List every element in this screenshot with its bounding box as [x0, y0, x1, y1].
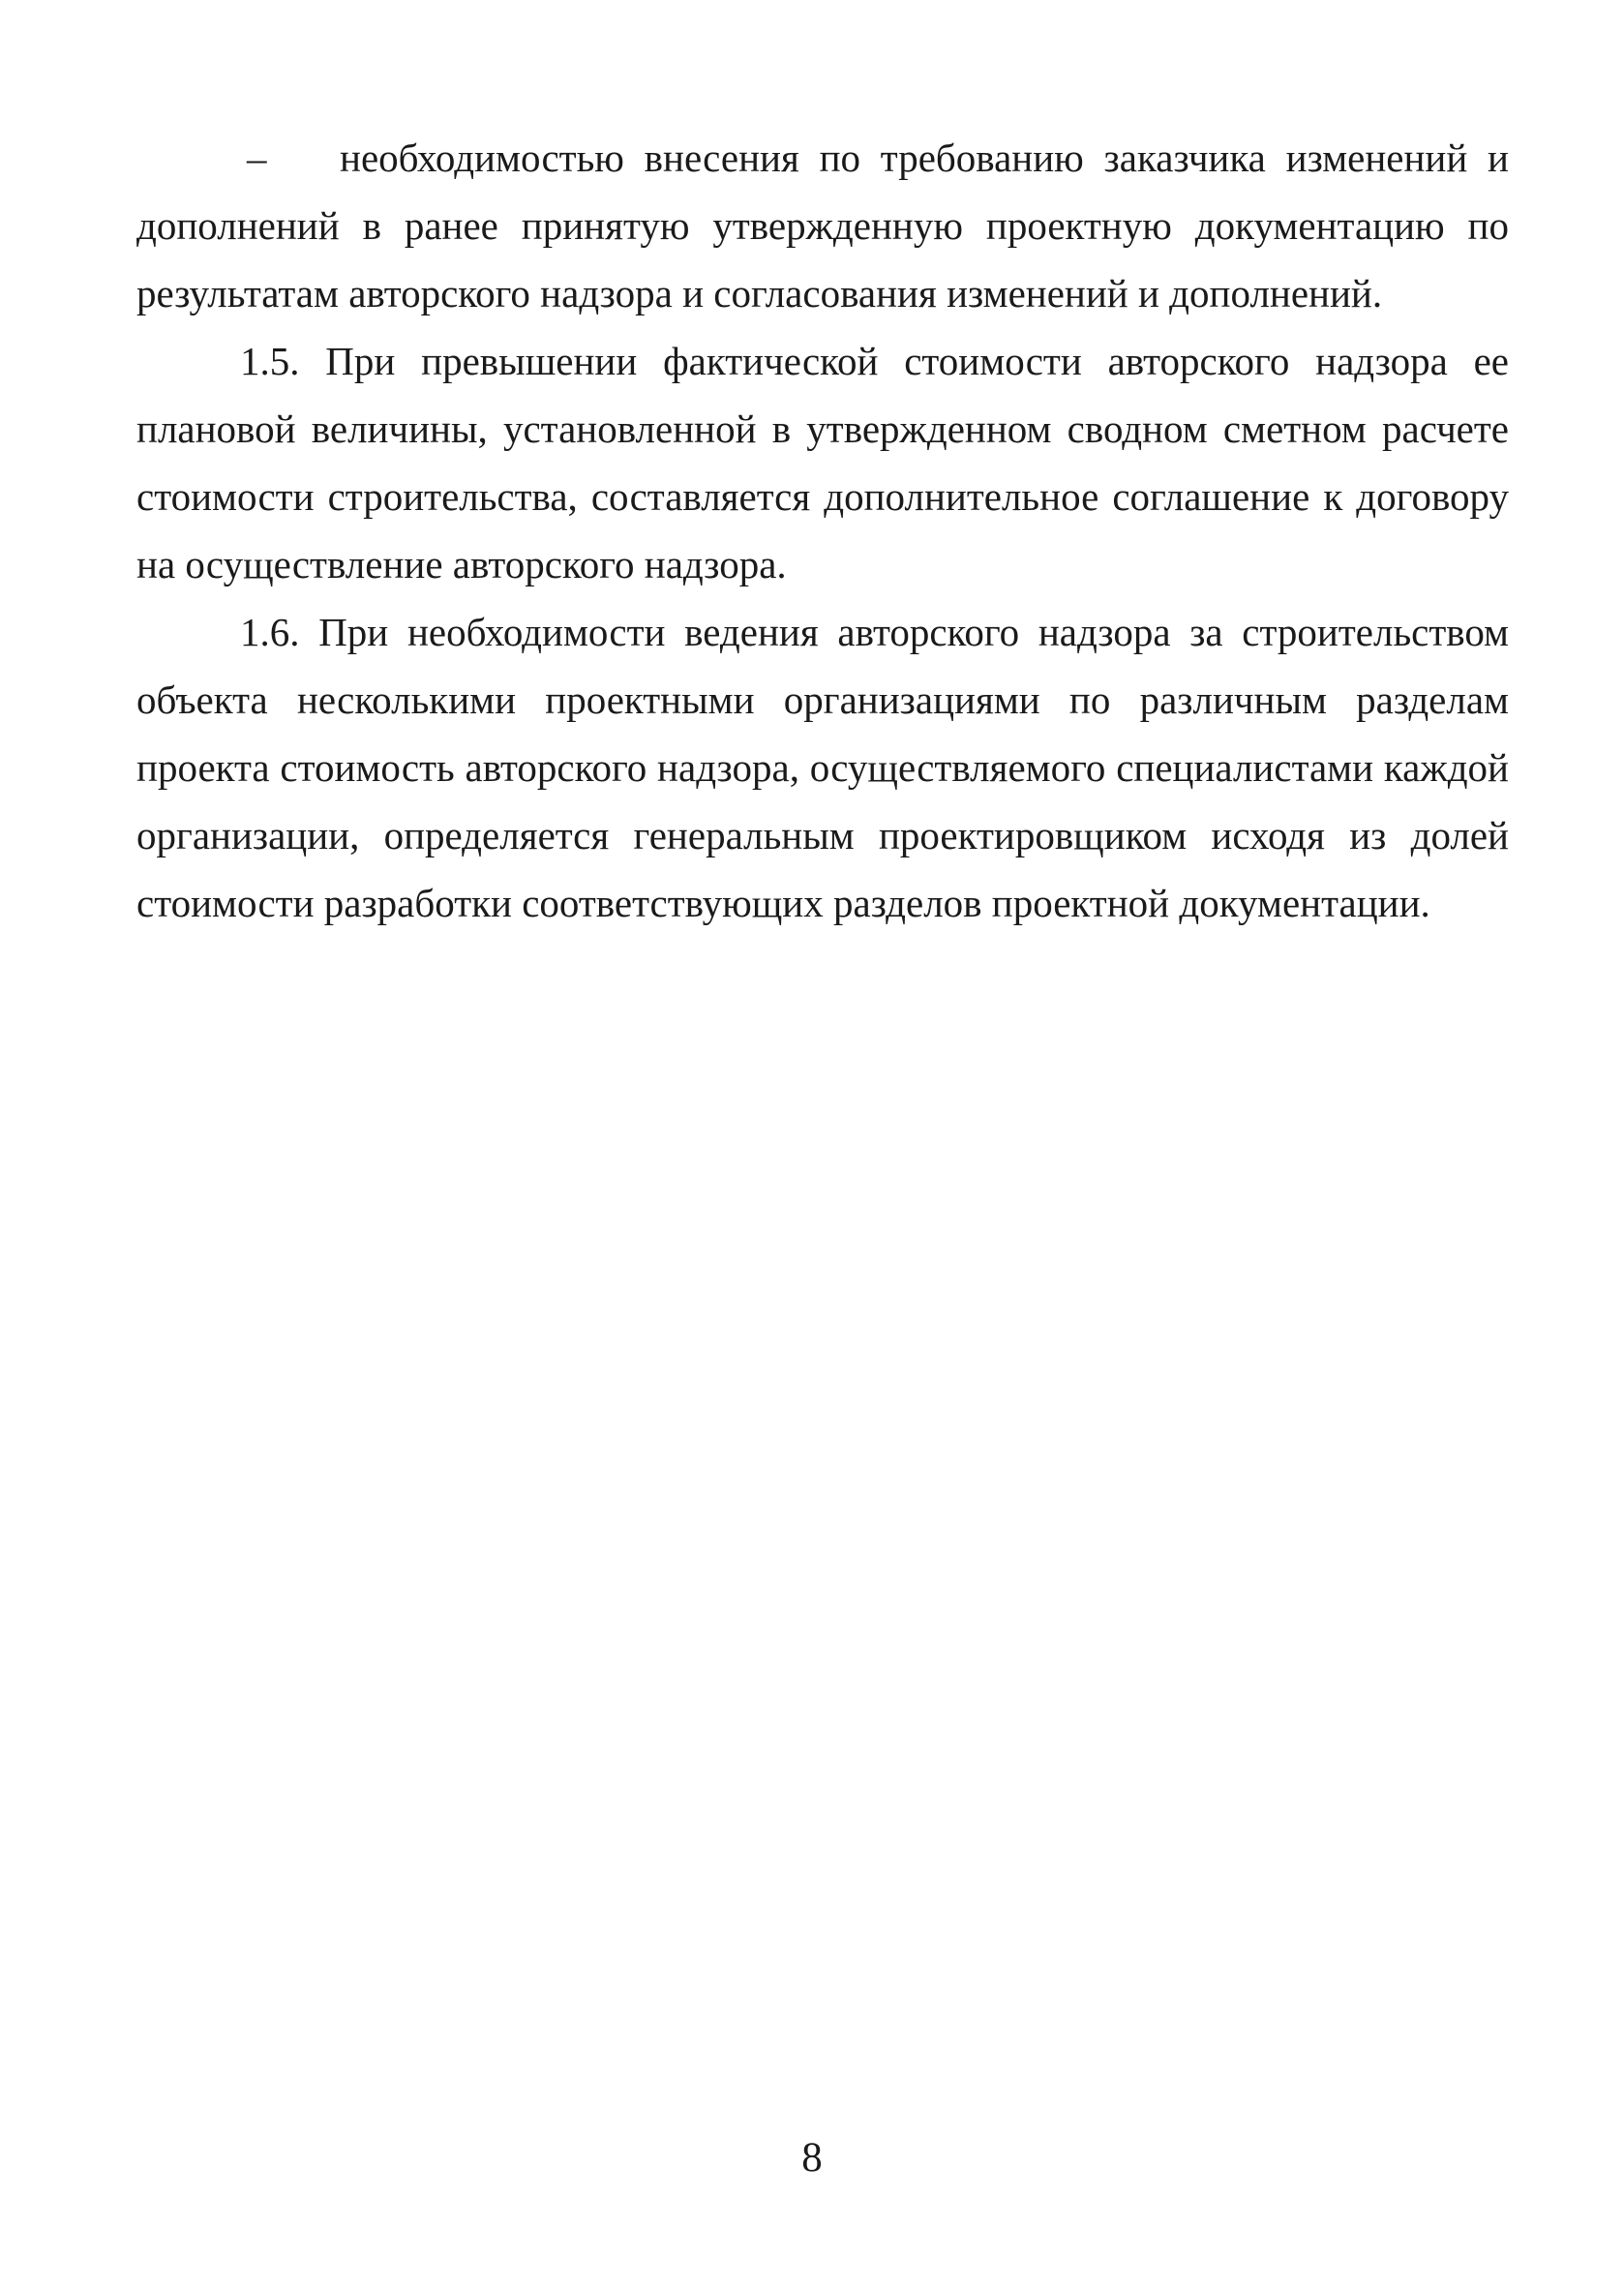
bullet-paragraph	[136, 124, 1509, 327]
paragraph-1-6: 1.6. При необходимости ведения авторского надзора за строительством объекта несколькими проектными организациями по различным разделам проекта стоимость авторского надзора, осуществляемого специалистами каждой организации, определяется генеральным проектировщиком исходя из долей стоимости разработки соответствующих разделов проектной документации.	[136, 610, 1509, 925]
bullet-dash: –	[247, 135, 267, 180]
paragraph-text: необходимостью внесения по требованию заказчика изменений и дополнений в ранее принятую утвержденную проектную документацию по результатам авторского надзора и согласования изменений и дополнений.	[136, 135, 1509, 316]
document-body	[136, 124, 1509, 937]
paragraph-1-5: 1.5. При превышении фактической стоимости авторского надзора ее плановой величины, установленной в утвержденном сводном сметном расчете стоимости строительства, составляется дополнительное соглашение к договору на осуществление авторского надзора.	[136, 339, 1509, 587]
page-number: 8	[801, 2135, 823, 2181]
